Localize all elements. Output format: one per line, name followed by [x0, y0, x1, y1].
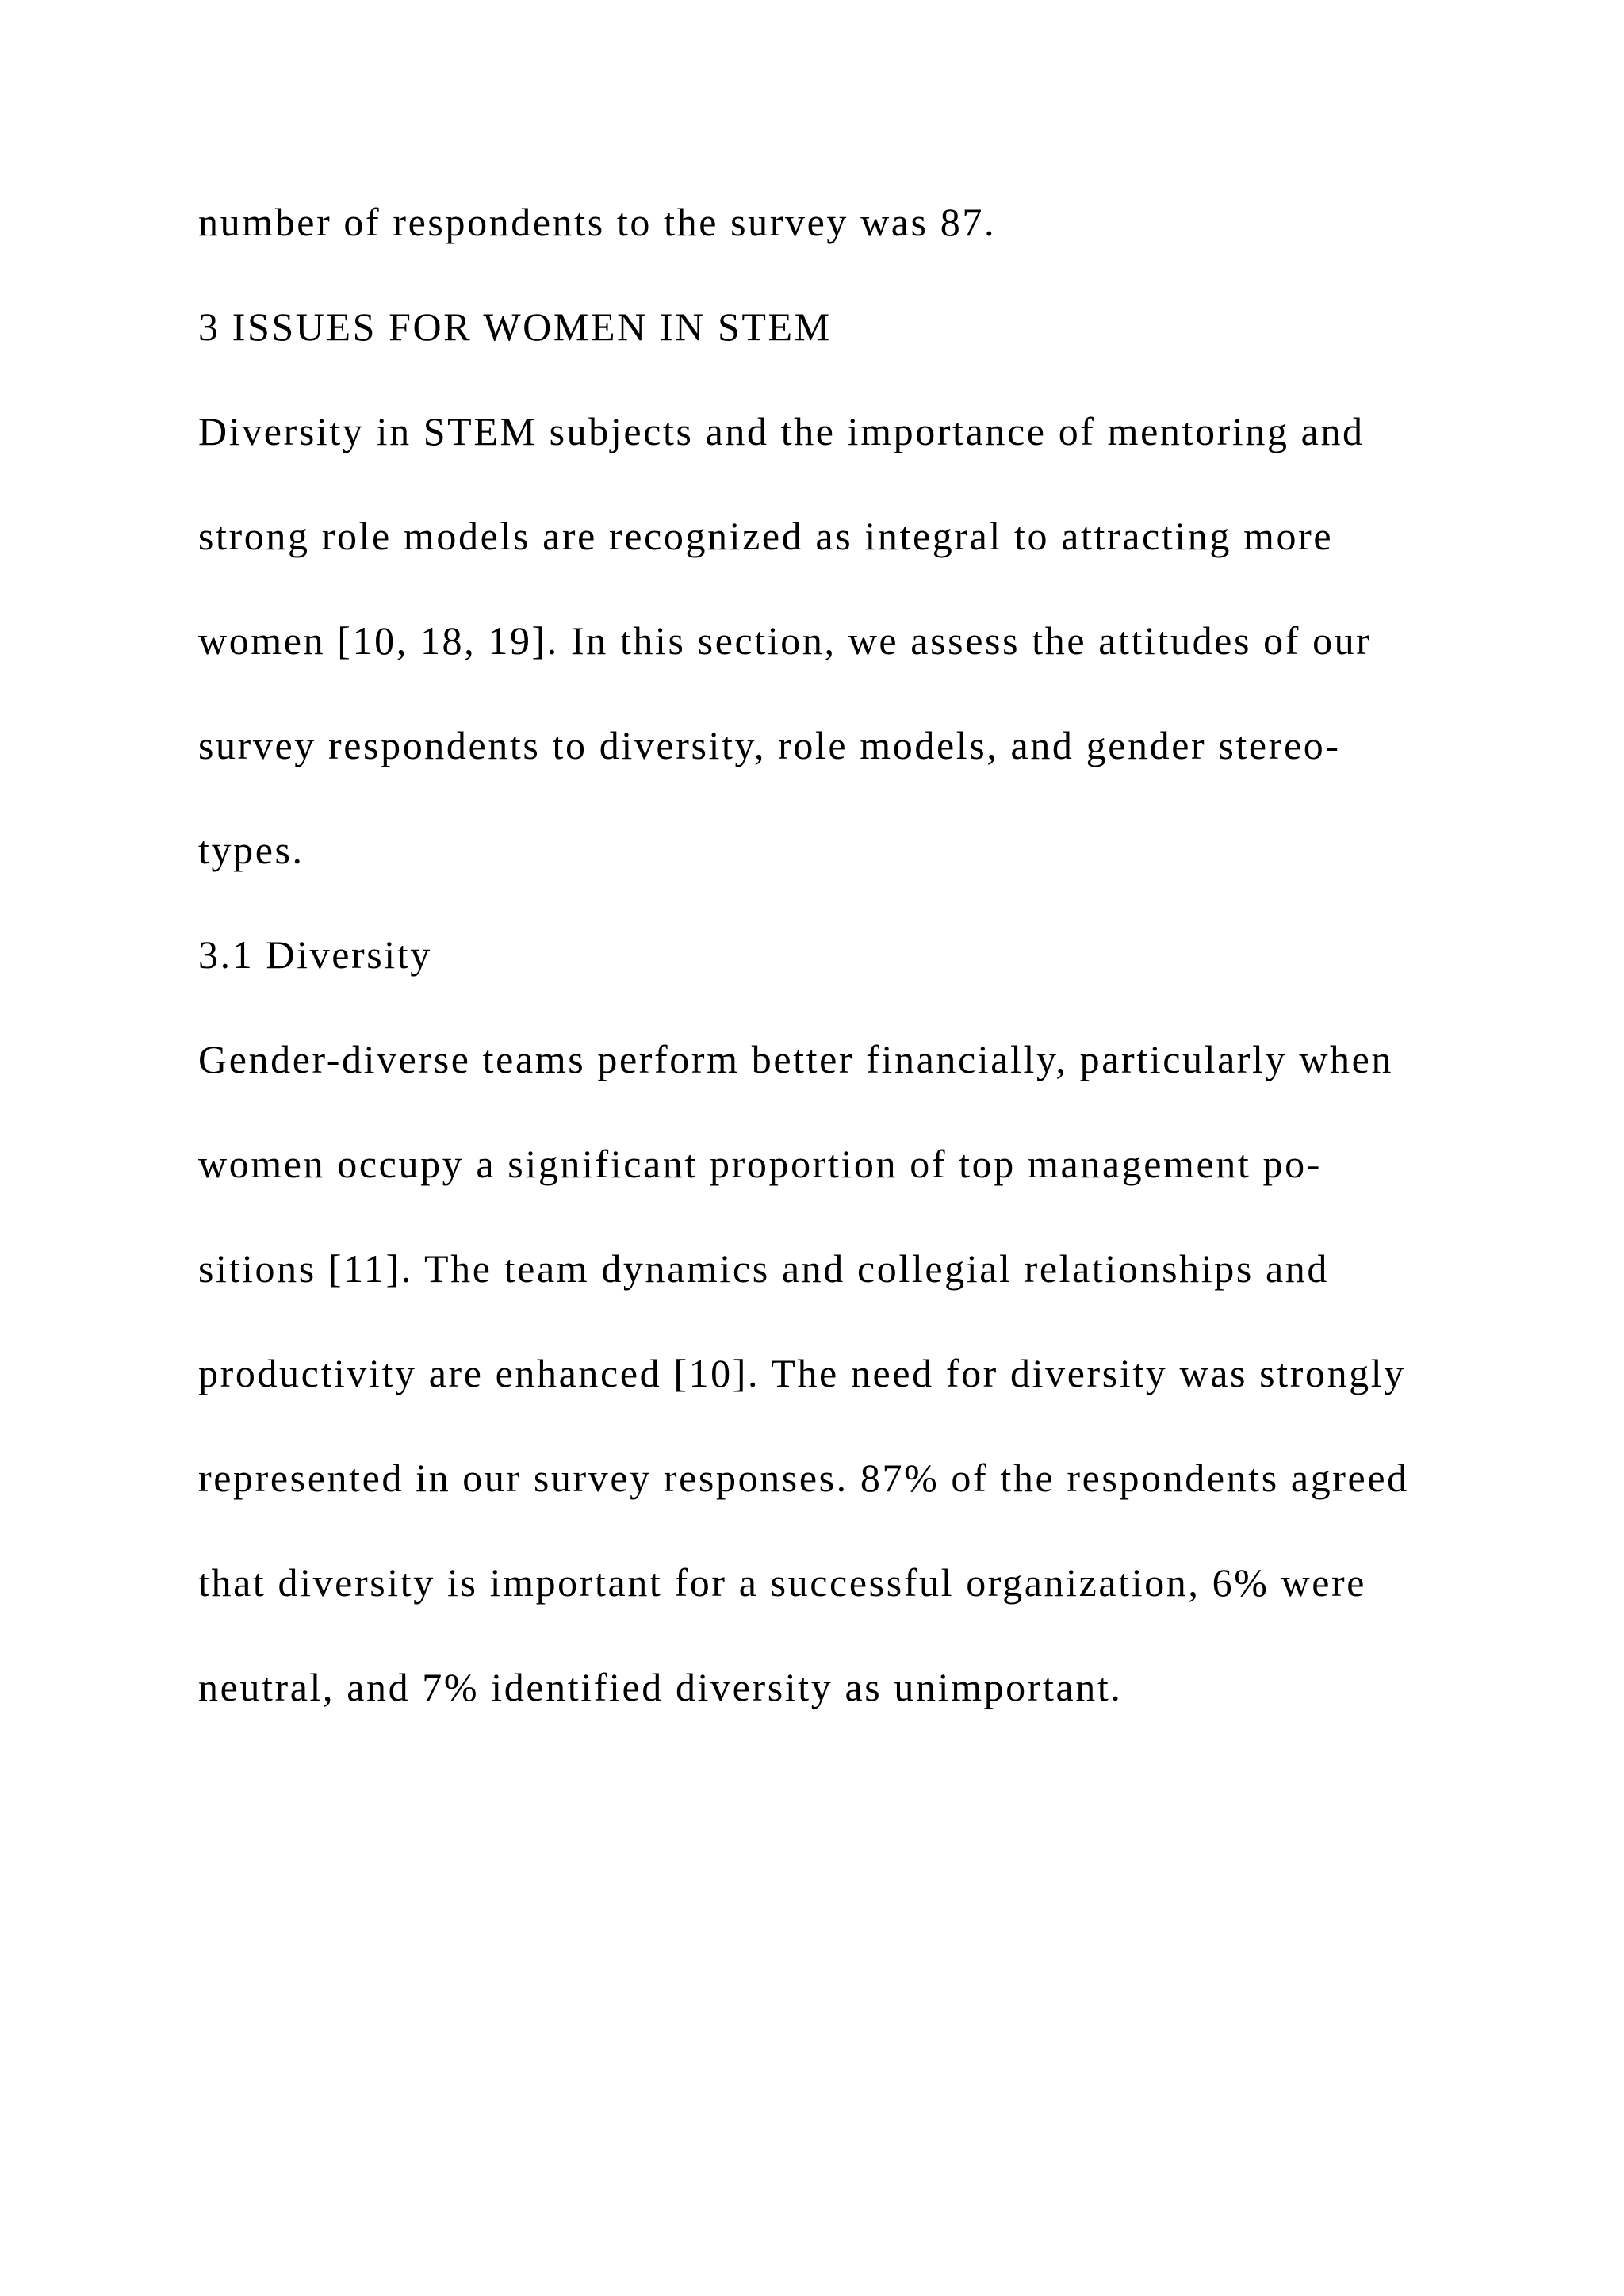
paragraph: types. [198, 828, 304, 872]
paragraph: represented in our survey responses. 87% of the respondents agreed [198, 1456, 1409, 1500]
paragraph: number of respondents to the survey was 87. [198, 200, 997, 244]
paragraph: survey respondents to diversity, role models, and gender stereo- [198, 723, 1341, 767]
document-body [198, 197, 1435, 1713]
paragraph: women occupy a significant proportion of top management po- [198, 1142, 1322, 1186]
paragraph: neutral, and 7% identified diversity as unimportant. [198, 1665, 1123, 1709]
paragraph: women [10, 18, 19]. In this section, we assess the attitudes of our [198, 618, 1372, 663]
paragraph: that diversity is important for a successful organization, 6% were [198, 1560, 1367, 1605]
paragraph: sitions [11]. The team dynamics and collegial relationships and [198, 1246, 1330, 1291]
paragraph: Gender-diverse teams perform better financially, particularly when [198, 1037, 1394, 1081]
section-heading: 3 ISSUES FOR WOMEN IN STEM [198, 304, 832, 349]
paragraph: productivity are enhanced [10]. The need for diversity was strongly [198, 1351, 1406, 1395]
paragraph: strong role models are recognized as integral to attracting more [198, 514, 1334, 558]
subsection-heading: 3.1 Diversity [198, 932, 432, 977]
paragraph: Diversity in STEM subjects and the importance of mentoring and [198, 409, 1365, 453]
